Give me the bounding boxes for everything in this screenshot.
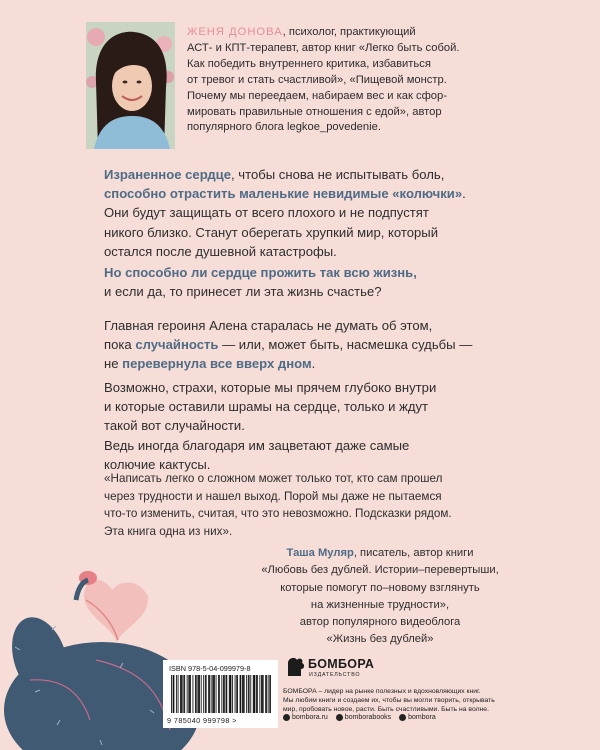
barcode-bar — [226, 675, 227, 713]
review-signature — [260, 545, 500, 649]
barcode-bar — [211, 675, 212, 713]
barcode-bar — [189, 675, 190, 713]
text-fragment: пока — [104, 337, 136, 353]
social-link-site[interactable] — [283, 714, 328, 721]
barcode-bar — [243, 675, 244, 713]
barcode-bar — [254, 675, 255, 713]
barcode-bar — [266, 675, 267, 713]
barcode-bar — [180, 675, 181, 713]
highlight-text: способно отрастить маленькие невидимые «колючки» — [104, 186, 463, 202]
barcode-bar — [192, 675, 193, 713]
isbn-text: ISBN 978-5-04-099979-8 — [169, 664, 251, 673]
barcode-bar — [253, 675, 254, 713]
author-photo — [86, 22, 175, 149]
text-line: которые помогут по–новому взглянуть — [280, 581, 480, 594]
barcode-bar — [224, 675, 225, 713]
text-fragment: . — [462, 186, 466, 202]
review-quote — [104, 470, 516, 540]
barcode-bar — [237, 675, 238, 713]
text-line: Мы любим книги и создаем их, чтобы вы могли творить, открывать — [283, 697, 495, 705]
barcode-bar — [197, 675, 198, 713]
barcode-bar — [262, 675, 263, 713]
barcode-bar — [248, 675, 249, 713]
author-bio — [187, 25, 517, 136]
barcode-bar — [209, 675, 210, 713]
barcode-bar — [254, 675, 255, 713]
text-line: через трудности и нашел выход. Порой мы даже не пытаемся — [104, 489, 442, 503]
barcode-bar — [263, 675, 264, 713]
barcode-bars — [171, 675, 271, 713]
text-line: Они будут защищать от всего плохого и не подпустят — [104, 205, 429, 221]
barcode-bar — [218, 675, 219, 713]
author-bio-line: мировать правильные отношения с едой», автор — [187, 105, 442, 118]
text-line: Эта книга одна из них». — [104, 524, 233, 538]
text-line: мир, пробовать новое, расти. Быть счастливыми. Быть на волне. — [283, 706, 489, 714]
publisher-name: БОМБОРА — [308, 657, 375, 671]
text-line: «Написать легко о сложном может только тот, кто сам прошел — [104, 472, 443, 485]
barcode-bar — [208, 675, 209, 713]
barcode-bar — [256, 675, 257, 713]
social-label: bombora — [408, 714, 436, 721]
barcode-bar — [198, 675, 199, 713]
text-line: Возможно, страхи, которые мы прячем глубоко внутри — [104, 380, 437, 395]
barcode-bar — [221, 675, 222, 713]
text-line: остался после душевной катастрофы. — [104, 243, 337, 259]
highlight-text: Израненное сердце — [104, 167, 232, 182]
barcode-bar — [242, 675, 243, 713]
text-line: Ведь иногда благодаря им зацветают даже самые — [104, 437, 410, 453]
author-bio-line: Почему мы переедаем, набираем вес и как сфор- — [187, 89, 447, 102]
barcode-bar — [219, 675, 220, 713]
text-line: и которые оставили шрамы на сердце, только и ждут — [104, 399, 429, 415]
annotation-paragraph-3 — [104, 316, 514, 374]
barcode-bar — [213, 675, 214, 713]
text-line: на жизненные трудности», — [310, 598, 450, 611]
barcode-bar — [205, 675, 206, 713]
barcode-bar — [250, 675, 251, 713]
barcode-bar — [259, 675, 260, 713]
social-link-vk[interactable] — [336, 714, 391, 721]
text-line: «Жизнь без дублей» — [326, 633, 434, 646]
barcode-bar — [236, 675, 237, 713]
barcode-bar — [230, 675, 231, 713]
barcode-digits: 9 785040 999798 > — [167, 716, 237, 725]
publisher-subtitle: ИЗДАТЕЛЬСТВО — [309, 672, 361, 678]
barcode-bar — [231, 675, 232, 713]
barcode-bar — [181, 675, 182, 713]
text-fragment: — или, может быть, насмешка судьбы — — [218, 337, 473, 353]
barcode-bar — [226, 675, 227, 713]
barcode-bar — [171, 675, 172, 713]
text-fragment: , чтобы снова не испытывать боль, — [231, 167, 445, 182]
author-bio-line: от тревог и стать счастливой», «Пищевой монстр. — [187, 73, 447, 86]
publisher-tagline — [283, 687, 523, 715]
barcode-bar — [201, 675, 202, 713]
text-line: что-то изменить, считая, что это невозможно. Подсказки рядом. — [104, 507, 452, 521]
barcode-bar — [212, 675, 213, 713]
highlight-text: случайность — [135, 337, 219, 353]
text-line: колючие кактусы. — [104, 456, 211, 472]
barcode-bar — [268, 675, 269, 713]
barcode-bar — [246, 675, 247, 713]
barcode-bar — [183, 675, 184, 713]
bombora-logo-icon — [285, 655, 305, 677]
barcode-bar — [187, 675, 188, 713]
annotation-paragraph-1 — [104, 165, 514, 261]
barcode-bar — [229, 675, 230, 713]
barcode-bar — [232, 675, 233, 713]
barcode-bar — [178, 675, 179, 713]
globe-icon — [283, 714, 290, 721]
social-label: bombora.ru — [292, 714, 328, 721]
publisher-socials — [283, 714, 436, 721]
barcode-bar — [199, 675, 200, 713]
author-name: ЖЕНЯ ДОНОВА — [187, 26, 283, 38]
text-line: и если да, то принесет ли эта жизнь счастье? — [104, 284, 382, 300]
text-line: такой вот случайности. — [104, 418, 245, 434]
barcode-bar — [190, 675, 191, 713]
author-bio-line: , психолог, практикующий — [282, 26, 416, 38]
barcode-bar — [240, 675, 241, 713]
text-fragment: , писатель, автор книги — [353, 547, 474, 559]
text-line: никого близко. Станут оберегать хрупкий мир, который — [104, 224, 439, 240]
barcode-bar — [173, 675, 174, 713]
text-fragment: . — [311, 356, 316, 372]
instagram-icon — [399, 714, 406, 721]
reviewer-name: Таша Муляр — [286, 547, 354, 559]
barcode-bar — [206, 675, 207, 713]
text-line: Главная героиня Алена старалась не думать об этом, — [104, 318, 433, 333]
barcode-bar — [265, 675, 266, 713]
social-label: bomborabooks — [344, 714, 392, 721]
barcode-bar — [176, 675, 177, 713]
barcode-bar — [261, 675, 262, 713]
barcode-panel — [163, 660, 278, 728]
barcode-bar — [249, 675, 250, 713]
highlight-text: Но способно ли сердце прожить так всю жизнь, — [104, 265, 417, 280]
barcode-bar — [173, 675, 174, 713]
barcode-bar — [195, 675, 196, 713]
annotation-paragraph-2 — [104, 263, 514, 301]
social-link-instagram[interactable] — [399, 714, 436, 721]
barcode-bar — [223, 675, 224, 713]
barcode-bar — [216, 675, 217, 713]
author-bio-line: Как победить внутреннего критика, избавиться — [187, 57, 431, 70]
barcode-bar — [269, 675, 270, 713]
barcode-bar — [214, 675, 215, 713]
vk-icon — [336, 714, 343, 721]
text-line: БОМБОРА – лидер на рынке полезных и вдохновляющих книг. — [283, 688, 481, 695]
highlight-text: перевернула все вверх дном — [122, 356, 312, 372]
barcode-bar — [184, 675, 185, 713]
barcode-bar — [235, 675, 236, 713]
annotation-paragraph-4 — [104, 378, 514, 474]
author-bio-line: АСТ- и КПТ-терапевт, автор книг «Легко быть собой. — [187, 41, 460, 54]
barcode-bar — [188, 675, 189, 713]
barcode-bar — [270, 675, 271, 713]
barcode-bar — [196, 675, 197, 713]
author-bio-line: популярного блога legkoe_povedenie. — [187, 121, 381, 134]
barcode-bar — [244, 675, 245, 713]
text-fragment: не — [104, 356, 123, 372]
barcode-bar — [203, 675, 204, 713]
barcode-bar — [240, 675, 241, 713]
barcode-bar — [257, 675, 258, 713]
text-line: «Любовь без дублей. Истории–перевертыши, — [261, 564, 499, 577]
barcode-bar — [182, 675, 183, 713]
text-line: автор популярного видеоблога — [299, 616, 461, 629]
